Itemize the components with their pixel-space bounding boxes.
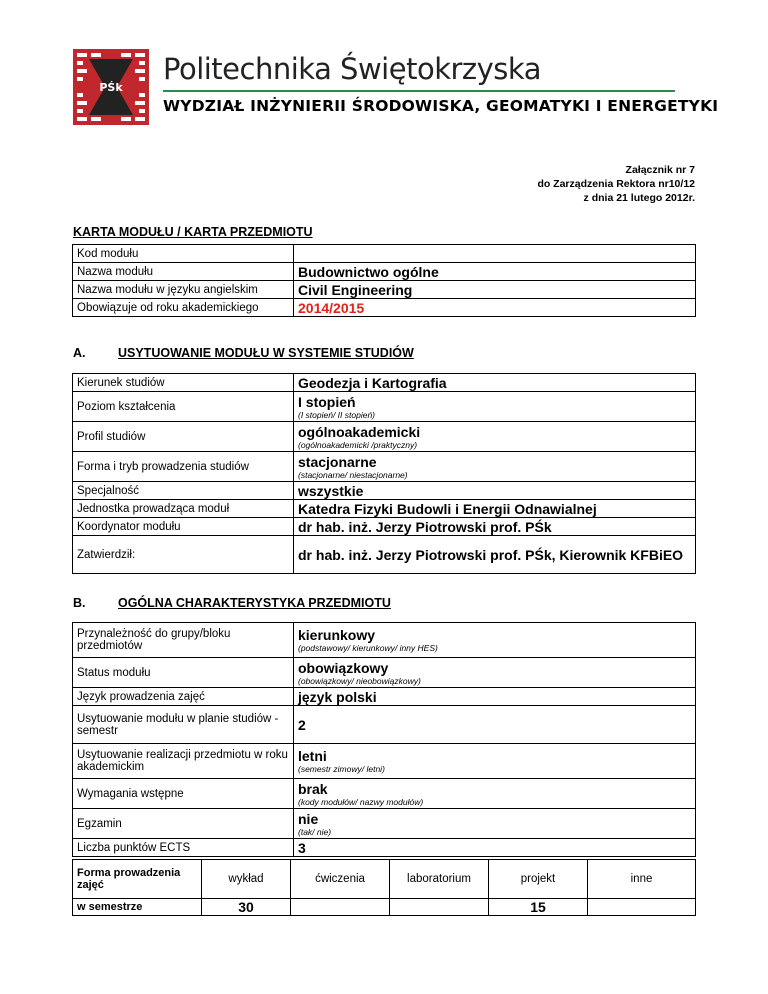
row-label: Kod modułu [73,245,294,263]
row-value: brak [298,780,328,797]
column-header: ćwiczenia [291,860,390,899]
row-label: Egzamin [73,809,294,839]
table-row [73,839,696,857]
row-value: Katedra Fizyki Budowli i Energii Odnawialnej [294,500,696,518]
table-row [73,779,696,809]
row-label: Wymagania wstępne [73,779,294,809]
table-row [73,536,696,574]
row-value-cell [294,422,696,452]
row-label: Kierunek studiów [73,374,294,392]
column-header: wykład [202,860,291,899]
row-hint: (tak/ nie) [298,826,332,837]
table-row [73,392,696,422]
row-value-cell [294,658,696,688]
section-b-table [72,622,696,857]
faculty-name: WYDZIAŁ INŻYNIERII ŚRODOWISKA, GEOMATYKI I ENERGETYKI [163,97,719,115]
annex-line: Załącznik nr 7 [625,164,695,176]
annex-line: do Zarządzenia Rektora nr10/12 [537,178,695,190]
hours-cell: 30 [202,899,291,916]
document-title [73,225,313,239]
row-label: Jednostka prowadząca moduł [73,500,294,518]
row-value: ogólnoakademicki [298,423,421,440]
row-hint: (stacjonarne/ niestacjonarne) [298,469,408,480]
row-label: Specjalność [73,482,294,500]
row-label: Zatwierdził: [73,536,294,574]
row-label: Koordynator modułu [73,518,294,536]
row-hint: (podstawowy/ kierunkowy/ inny HES) [298,643,438,653]
forms-header-label: Forma prowadzenia zajęć [73,860,202,899]
table-row [73,860,696,899]
row-label: Status modułu [73,658,294,688]
hours-cell [390,899,489,916]
table-row [73,422,696,452]
header-divider [163,90,675,92]
row-value: wszystkie [294,482,696,500]
row-hint: (kody modułów/ nazwy modułów) [298,796,424,807]
section-a-table [72,373,696,574]
hours-cell: 15 [489,899,588,916]
row-value [294,245,696,263]
hours-cell [291,899,390,916]
table-row [73,518,696,536]
document-title-text: KARTA MODUŁU / KARTA PRZEDMIOTU [73,225,313,239]
table-row [73,899,696,916]
annex-line: z dnia 21 lutego 2012r. [583,192,695,204]
table-row [73,623,696,658]
annex-note [537,163,695,205]
table-row [73,744,696,779]
row-label: Przynależność do grupy/bloku przedmiotów [73,623,294,658]
row-value-cell [294,744,696,779]
row-value: letni [298,748,327,764]
section-title: OGÓLNA CHARAKTERYSTYKA PRZEDMIOTU [117,596,391,610]
row-value-cell [294,623,696,658]
table-row [73,482,696,500]
logo-text: PŚk [99,81,123,94]
row-value: 2 [294,706,696,744]
row-hint: (ogólnoakademicki /praktyczny) [298,439,418,450]
row-value: kierunkowy [298,627,376,643]
row-value: obowiązkowy [298,659,389,676]
row-value: dr hab. inż. Jerzy Piotrowski prof. PŚk, Kierownik KFBiEO [294,536,696,574]
row-hint: (obowiązkowy/ nieobowiązkowy) [298,675,421,686]
hours-cell [588,899,696,916]
section-b-heading [73,596,391,610]
column-header: laboratorium [390,860,489,899]
row-label: Usytuowanie modułu w planie studiów - semestr [73,706,294,744]
table-row [73,263,696,281]
table-row [73,299,696,317]
row-value: Geodezja i Kartografia [294,374,696,392]
row-value: Budownictwo ogólne [294,263,696,281]
row-value-cell [294,452,696,482]
row-value-cell [294,392,696,422]
row-value: Civil Engineering [294,281,696,299]
row-label: Forma i tryb prowadzenia studiów [73,452,294,482]
row-label: Nazwa modułu w języku angielskim [73,281,294,299]
table-row [73,452,696,482]
section-letter: A. [73,346,86,360]
section-letter: B. [73,596,86,610]
section-title: USYTUOWANIE MODUŁU W SYSTEMIE STUDIÓW [117,346,414,360]
table-row [73,688,696,706]
table-row [73,374,696,392]
table-row [73,245,696,263]
table-row [73,500,696,518]
row-label: Język prowadzenia zajęć [73,688,294,706]
row-label: Profil studiów [73,422,294,452]
semester-label: w semestrze [73,899,202,916]
column-header: projekt [489,860,588,899]
table-row [73,809,696,839]
row-value: dr hab. inż. Jerzy Piotrowski prof. PŚk [294,518,696,536]
row-value: język polski [294,688,696,706]
row-value-cell [294,809,696,839]
module-table [72,244,696,317]
row-value: 3 [294,839,696,857]
table-row [73,281,696,299]
university-logo [73,49,149,125]
table-row [73,658,696,688]
row-label: Obowiązuje od roku akademickiego [73,299,294,317]
row-value: stacjonarne [298,453,377,470]
row-label: Poziom kształcenia [73,392,294,422]
row-label: Usytuowanie realizacji przedmiotu w roku akademickim [73,744,294,779]
university-name: Politechnika Świętokrzyska [163,52,541,86]
row-value-cell [294,779,696,809]
row-value: nie [298,810,319,827]
column-header: inne [588,860,696,899]
row-value: I stopień [298,393,356,410]
row-hint: (I stopień/ II stopień) [298,409,376,420]
row-hint: (semestr zimowy/ letni) [298,764,385,774]
row-label: Nazwa modułu [73,263,294,281]
section-a-heading [73,346,414,360]
forms-table [72,859,696,916]
row-label: Liczba punktów ECTS [73,839,294,857]
academic-year-value: 2014/2015 [294,299,696,317]
table-row [73,706,696,744]
